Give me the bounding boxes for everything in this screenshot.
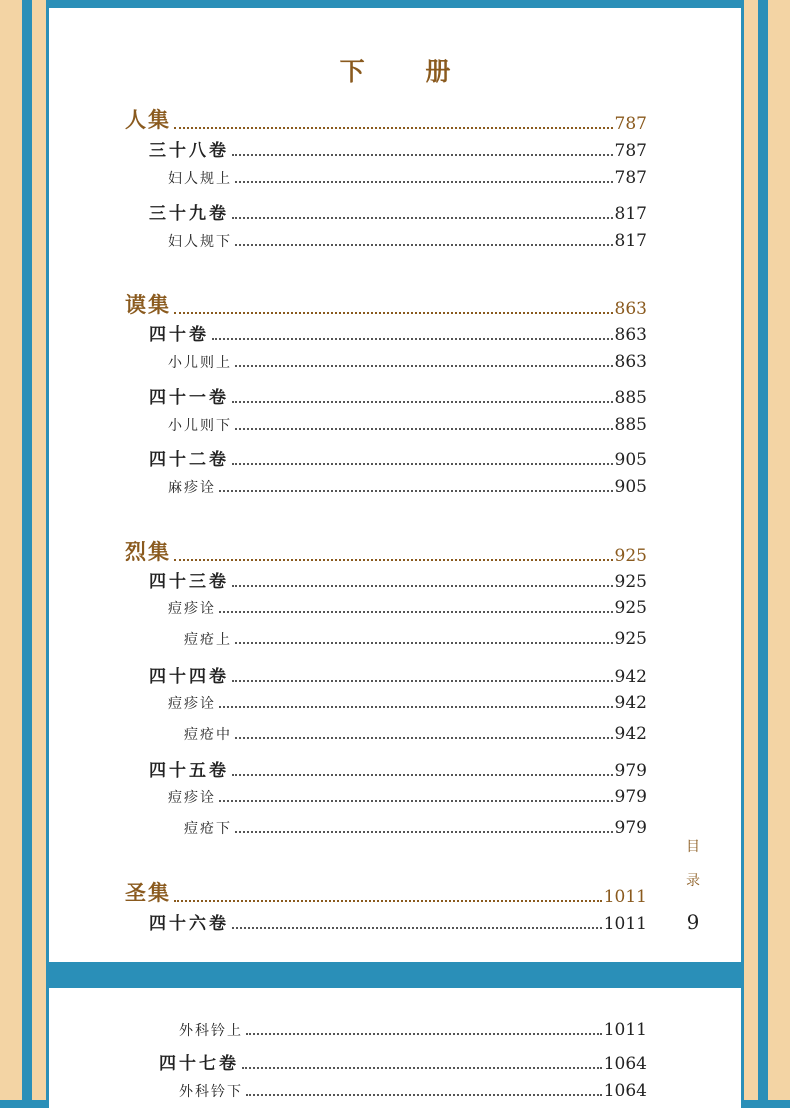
toc-entry-title: 痘疮下 bbox=[184, 821, 232, 837]
toc-entry[interactable] bbox=[159, 1049, 647, 1074]
toc-entry[interactable] bbox=[149, 756, 647, 781]
toc-dot-leader bbox=[235, 244, 613, 246]
toc-entry[interactable] bbox=[149, 909, 647, 934]
toc-dot-leader bbox=[232, 154, 613, 156]
toc-dot-leader bbox=[242, 1067, 602, 1069]
toc-entry-page: 1011 bbox=[603, 914, 647, 934]
toc-dot-leader bbox=[232, 217, 613, 219]
toc-dot-leader bbox=[219, 706, 613, 708]
toc-entry-title: 圣集 bbox=[125, 880, 171, 905]
toc-entry-page: 979 bbox=[614, 787, 647, 807]
toc-entry-page: 1064 bbox=[603, 1081, 647, 1101]
toc-entry-page: 925 bbox=[614, 629, 647, 649]
toc-entry[interactable] bbox=[149, 445, 647, 470]
toc-entry-title: 外科钤上 bbox=[179, 1023, 243, 1039]
toc-entry[interactable] bbox=[168, 477, 647, 497]
toc-entry-page: 885 bbox=[614, 415, 647, 435]
toc-entry-page: 905 bbox=[614, 477, 647, 497]
toc-entry[interactable] bbox=[168, 598, 647, 618]
toc-dot-leader bbox=[235, 831, 613, 833]
toc-entry[interactable] bbox=[179, 1081, 647, 1101]
toc-dot-leader bbox=[232, 401, 613, 403]
toc-entry[interactable] bbox=[125, 536, 647, 566]
toc-dot-leader bbox=[232, 774, 613, 776]
border-stripe-left-middle bbox=[22, 0, 32, 1100]
toc-dot-leader bbox=[232, 927, 602, 929]
border-stripe-right-inner bbox=[744, 0, 758, 1100]
toc-entry[interactable] bbox=[179, 1020, 647, 1040]
toc-dot-leader bbox=[219, 611, 613, 613]
toc-entry-title: 痘疮上 bbox=[184, 632, 232, 648]
toc-entry-title: 麻疹诠 bbox=[168, 480, 216, 496]
toc-entry-page: 817 bbox=[614, 204, 647, 224]
toc-entry[interactable] bbox=[184, 818, 647, 838]
toc-dot-leader bbox=[174, 900, 602, 902]
toc-entry-title: 四十三卷 bbox=[149, 572, 229, 592]
border-stripe-right-middle bbox=[758, 0, 768, 1100]
border-stripe-left-outer bbox=[0, 0, 22, 1100]
side-label-lu: 录 bbox=[686, 873, 700, 889]
toc-dot-leader bbox=[174, 312, 613, 314]
toc-entry-title: 四十四卷 bbox=[149, 667, 229, 687]
toc-entry-title: 妇人规下 bbox=[168, 234, 232, 250]
toc-entry-page: 885 bbox=[614, 388, 647, 408]
toc-entry-page: 863 bbox=[614, 299, 647, 319]
toc-dot-leader bbox=[232, 680, 613, 682]
toc-entry-page: 817 bbox=[614, 231, 647, 251]
toc-page bbox=[49, 8, 741, 962]
toc-entry-page: 863 bbox=[614, 325, 647, 345]
toc-entry[interactable] bbox=[149, 383, 647, 408]
page-title: 下 册 bbox=[339, 57, 477, 86]
toc-entry[interactable] bbox=[149, 199, 647, 224]
toc-entry-page: 787 bbox=[614, 168, 647, 188]
toc-entry[interactable] bbox=[149, 320, 647, 345]
toc-entry-page: 979 bbox=[614, 818, 647, 838]
toc-entry-page: 942 bbox=[614, 667, 647, 687]
toc-dot-leader bbox=[235, 428, 613, 430]
toc-entry-page: 925 bbox=[614, 598, 647, 618]
toc-entry-page: 925 bbox=[614, 546, 647, 566]
toc-entry[interactable] bbox=[149, 662, 647, 687]
toc-entry[interactable] bbox=[168, 231, 647, 251]
toc-entry[interactable] bbox=[149, 567, 647, 592]
toc-entry-title: 三十八卷 bbox=[149, 141, 229, 161]
toc-dot-leader bbox=[235, 365, 613, 367]
toc-entry-title: 小儿则上 bbox=[168, 355, 232, 371]
toc-entry[interactable] bbox=[149, 136, 647, 161]
toc-dot-leader bbox=[219, 800, 613, 802]
toc-entry-page: 1011 bbox=[603, 1020, 647, 1040]
toc-page-next bbox=[49, 988, 741, 1108]
toc-dot-leader bbox=[232, 585, 613, 587]
toc-entry-title: 小儿则下 bbox=[168, 418, 232, 434]
toc-entry[interactable] bbox=[125, 877, 647, 907]
toc-dot-leader bbox=[235, 642, 613, 644]
toc-entry-title: 痘疹诠 bbox=[168, 696, 216, 712]
toc-entry-title: 痘疮中 bbox=[184, 727, 232, 743]
border-stripe-right-outer bbox=[768, 0, 790, 1100]
toc-entry[interactable] bbox=[168, 787, 647, 807]
toc-entry[interactable] bbox=[125, 104, 647, 134]
border-stripe-left-inner bbox=[32, 0, 46, 1100]
toc-entry-page: 905 bbox=[614, 450, 647, 470]
toc-entry-page: 942 bbox=[614, 724, 647, 744]
toc-entry[interactable] bbox=[184, 724, 647, 744]
toc-entry-page: 787 bbox=[614, 141, 647, 161]
toc-entry[interactable] bbox=[168, 168, 647, 188]
toc-entry[interactable] bbox=[125, 289, 647, 319]
toc-entry-title: 三十九卷 bbox=[149, 204, 229, 224]
toc-dot-leader bbox=[246, 1094, 602, 1096]
toc-dot-leader bbox=[235, 737, 613, 739]
toc-entry-page: 1011 bbox=[603, 887, 647, 907]
toc-entry-title: 四十一卷 bbox=[149, 388, 229, 408]
toc-entry-title: 谟集 bbox=[125, 292, 171, 317]
toc-entry-title: 妇人规上 bbox=[168, 171, 232, 187]
page-number: 9 bbox=[686, 910, 700, 934]
side-label-mu: 目 bbox=[686, 839, 700, 855]
toc-entry-title: 四十六卷 bbox=[149, 914, 229, 934]
toc-entry-title: 痘疹诠 bbox=[168, 601, 216, 617]
toc-dot-leader bbox=[219, 490, 613, 492]
page-separator-bar bbox=[49, 962, 741, 988]
toc-entry-page: 1064 bbox=[603, 1054, 647, 1074]
toc-entry-title: 四十二卷 bbox=[149, 450, 229, 470]
toc-entry-title: 痘疹诠 bbox=[168, 790, 216, 806]
toc-entry-page: 925 bbox=[614, 572, 647, 592]
toc-entry[interactable] bbox=[168, 415, 647, 435]
toc-entry-page: 863 bbox=[614, 352, 647, 372]
toc-entry[interactable] bbox=[168, 352, 647, 372]
toc-entry-title: 烈集 bbox=[125, 539, 171, 564]
toc-entry-title: 四十五卷 bbox=[149, 761, 229, 781]
toc-dot-leader bbox=[232, 463, 613, 465]
toc-entry[interactable] bbox=[184, 629, 647, 649]
toc-dot-leader bbox=[174, 127, 613, 129]
toc-dot-leader bbox=[235, 181, 613, 183]
toc-entry-title: 四十卷 bbox=[149, 325, 209, 345]
toc-entry-title: 人集 bbox=[125, 107, 171, 132]
toc-dot-leader bbox=[212, 338, 613, 340]
toc-entry-title: 四十七卷 bbox=[159, 1054, 239, 1074]
toc-entry-page: 979 bbox=[614, 761, 647, 781]
toc-dot-leader bbox=[246, 1033, 602, 1035]
toc-dot-leader bbox=[174, 559, 613, 561]
toc-entry-page: 787 bbox=[614, 114, 647, 134]
toc-entry-page: 942 bbox=[614, 693, 647, 713]
toc-entry-title: 外科钤下 bbox=[179, 1084, 243, 1100]
toc-entry[interactable] bbox=[168, 693, 647, 713]
